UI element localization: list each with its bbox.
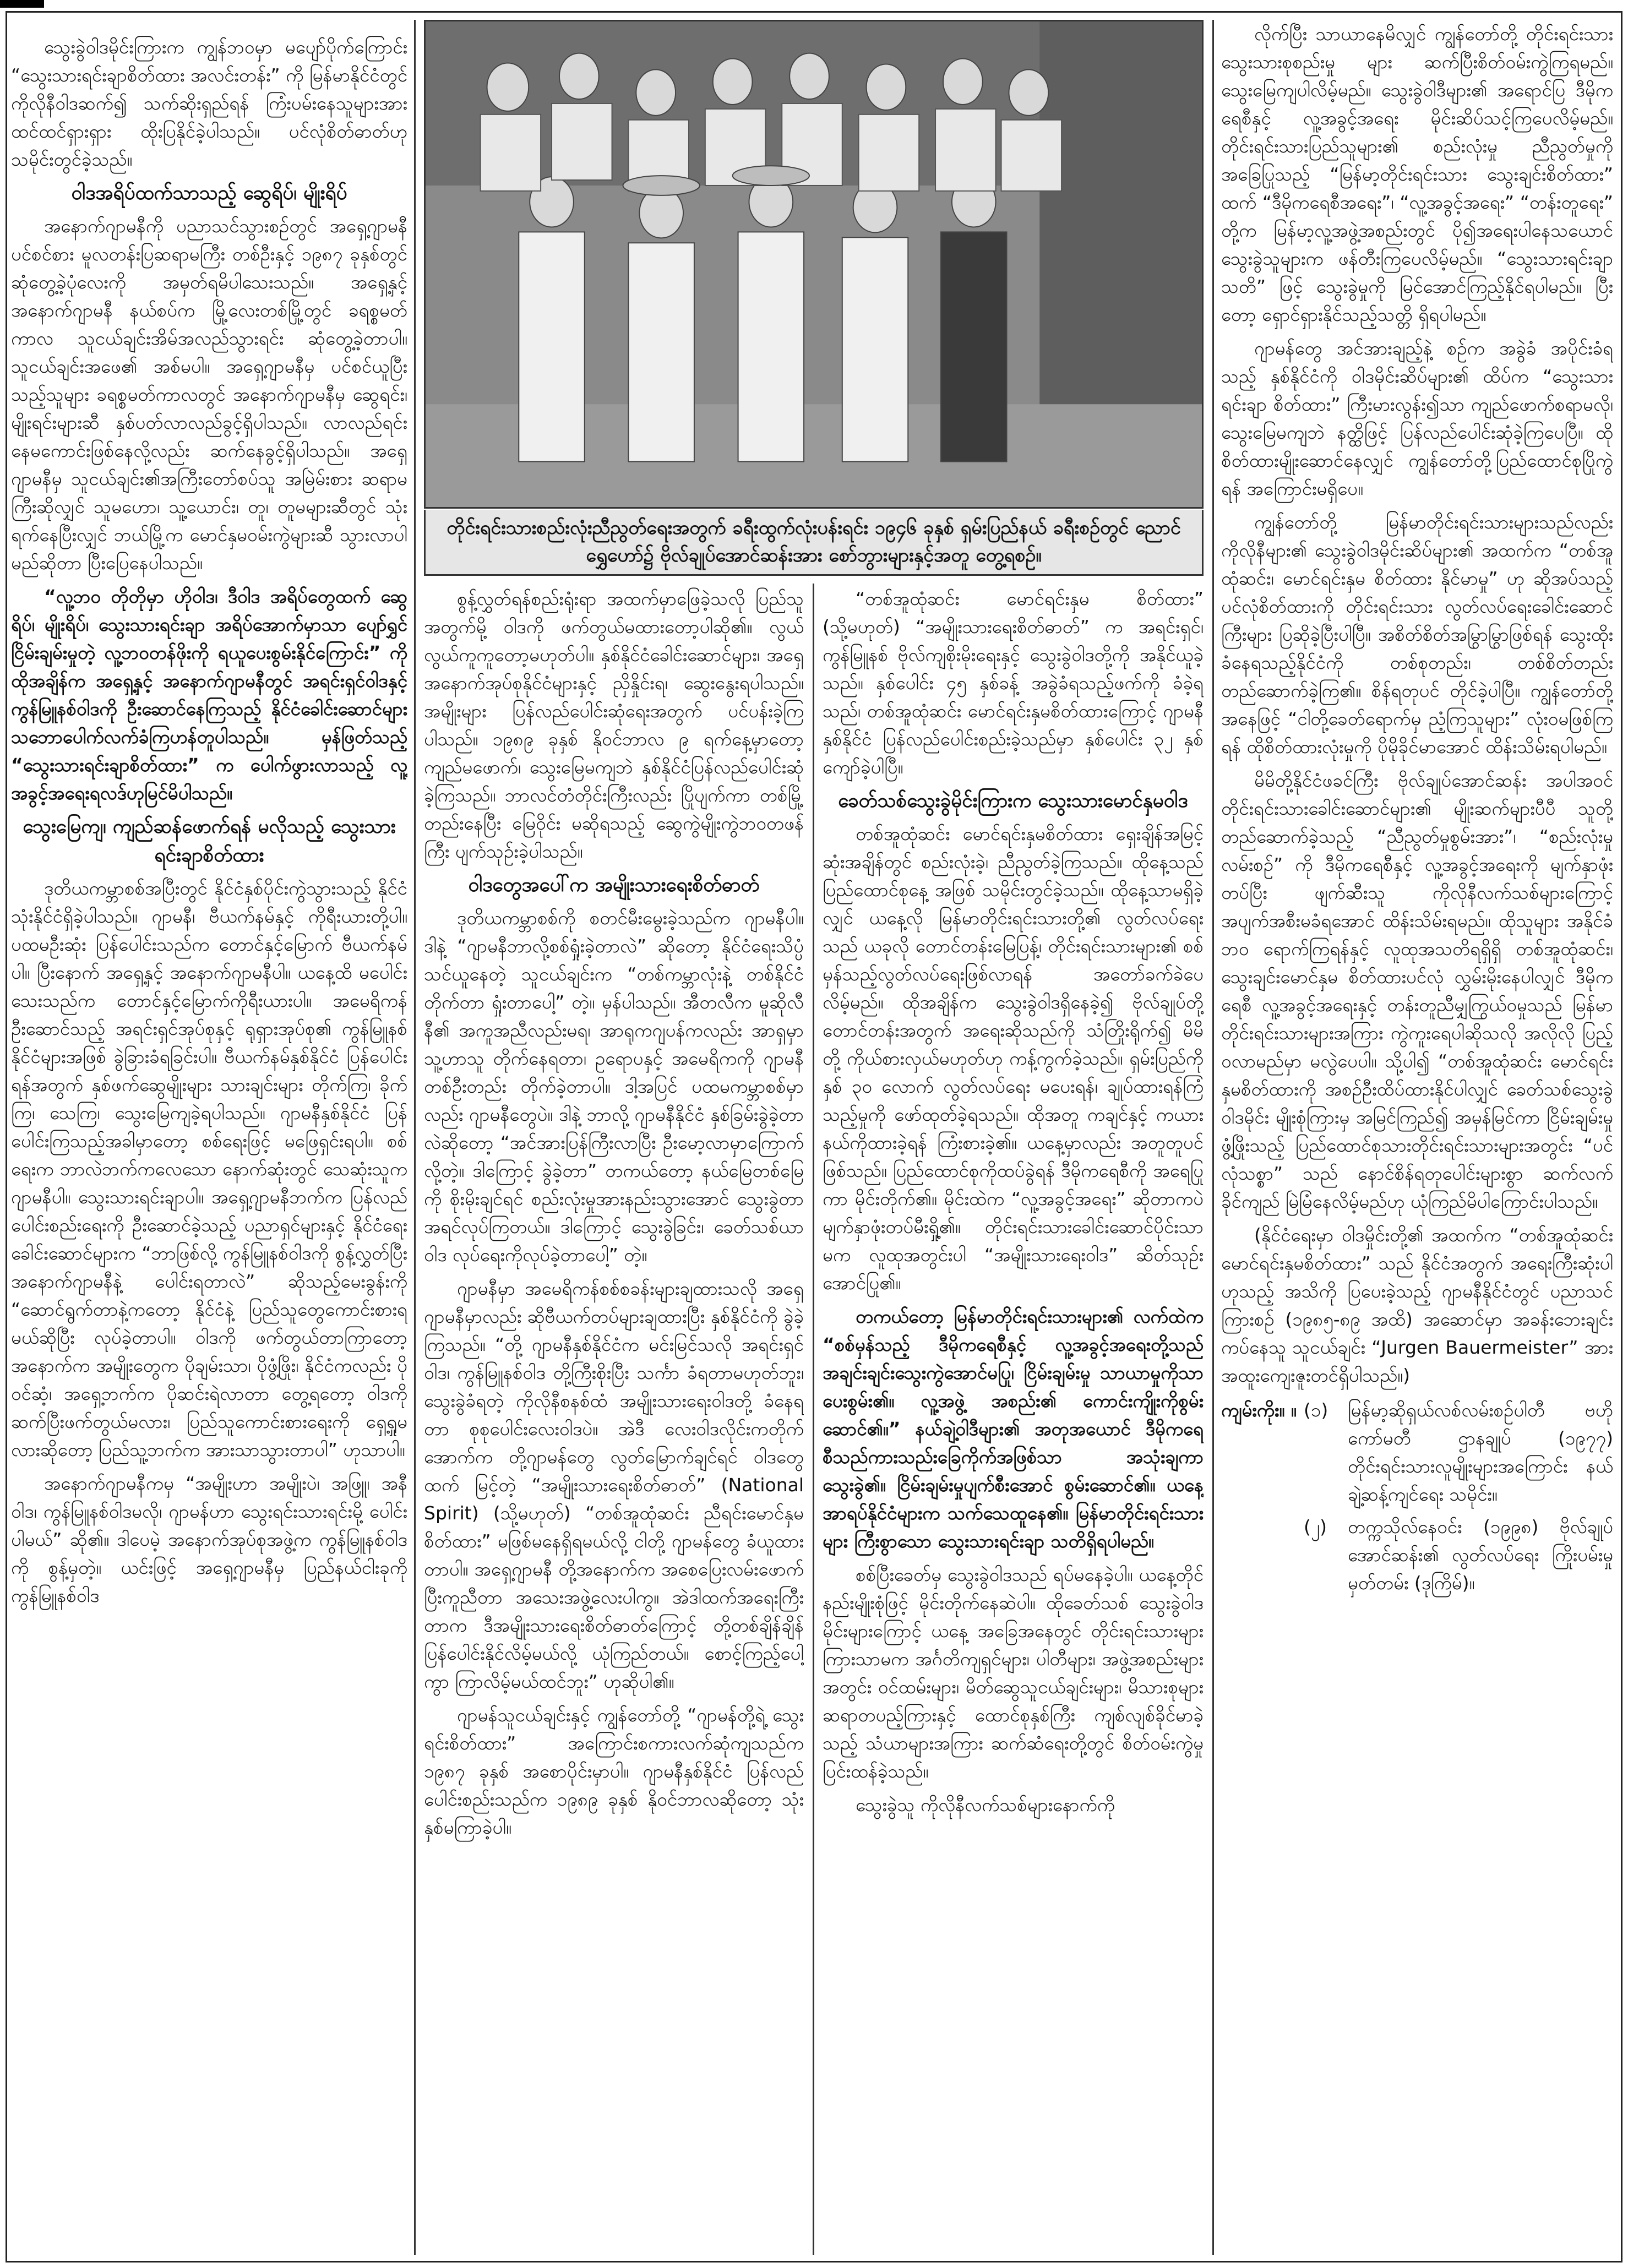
- col4-paragraph-2: ဂျာမန်တွေ အင်အားချည့်နဲ့ စဉ်က အခွဲခံ အပိုင်းခံရသည့် နှစ်နိုင်ငံကို ဝါဒမိုင်းဆိပ်များ၏ ထိပ်က “သွေးသားရင်းချာ စိတ်ထား” ကြီးမားလွန်း၍သာ ကျည်ဖောက်စရာမလို၊ သွေးမြေမကျဘဲ နတ္ထိဖြင့် ပြန်လည်ပေါင်းဆုံခဲ့ကြပေပြီ။ ထိုစိတ်ထားမျိုးဆောင်နေလျှင် ကျွန်တော်တို့ပြည်ထောင်စုပြိုကွဲရန် အကြောင်းမရှိပေ။: [1221, 337, 1613, 499]
- col1-paragraph-1: သွေးခွဲဝါဒမိုင်းကြားက ကျွန်ဘဝမှာ မပျော်ပိုက်ကြောင်း “သွေးသားရင်းချာစိတ်ထား အလင်းတန်း” ကို မြန်မာနိုင်ငံတွင် ကိုလိုနီဝါဒဆက်၍ သက်ဆိုးရှည်ရန် ကြံးပမ်းနေသူများအား ထင်ထင်ရှားရှား ထိုးပြနိုင်ခဲ့ပါသည်။ ပင်လုံစိတ်ဓာတ်ဟု သမိုင်းတွင်ခဲ့သည်။: [11, 36, 407, 170]
- col3-paragraph-4: စစ်ပြီးခေတ်မှ သွေးခွဲဝါဒသည် ရပ်မနေခဲ့ပါ။ ယနေ့တိုင်နည်းမျိုးစုံဖြင့် မိုင်းတိုက်နေဆဲပါ။ ထိုခေတ်သစ် သွေးခွဲဝါဒမိုင်းများကြောင့် ယနေ့ အခြေအနေတွင် တိုင်းရင်းသားများကြားသာမက အင်္ဂတိကျရှင်များ၊ ပါတီများ၊ အဖွဲ့အစည်းများအတွင်း ဝင်ထမ်းများ၊ မိတ်ဆွေသူငယ်ချင်းများ၊ မိသားစုများ ဆရာတပည့်ကြားနှင့် ထောင်စုနှစ်ကြီး ကျစ်လျစ်ခိုင်မာခဲ့သည့် သံယာများအကြား ဆက်ဆံရေးတို့တွင် စိတ်ဝမ်းကွဲမှု ပြင်းထန်ခဲ့သည်။: [823, 1564, 1204, 1782]
- references-list: [1304, 1396, 1613, 1597]
- column-divider-3: [1212, 20, 1214, 2255]
- column-2: [424, 585, 804, 2251]
- col4-paragraph-5: (နိုင်ငံရေးမှာ ဝါဒမှိုင်းတို့၏ အထက်က “တစ်အူထုံဆင်း မောင်ရင်းနှမစိတ်ထား” သည် နိုင်ငံအတွက် အရေးကြီးဆုံးပါဟုသည့် အသိကို ပြပေးခဲ့သည့် ဂျာမနီနိုင်ငံတွင် ပညာသင်ကြားစဉ် (၁၉၈၅-၈၉ အထိ) အဆောင်မှာ အခန်းဘေးချင်းကပ်နေသူ သူငယ်ချင်း “Jurgen Bauermeister” အား အထူးကျေးဇူးတင်ရှိပါသည်။): [1221, 1224, 1613, 1386]
- col4-paragraph-3: ကျွန်တော်တို့ မြန်မာတိုင်းရင်းသားများသည်လည်း ကိုလိုနီများ၏ သွေးခွဲဝါဒမိုင်းဆိပ်များ၏ အထက်က “တစ်အူထုံဆင်း၊ မောင်ရင်းနှမ စိတ်ထား နိုင်မာမှု” ဟု ဆိုအပ်သည့် ပင်လုံစိတ်ထားကို တိုင်းရင်းသား လွတ်လပ်ရေးခေါင်းဆောင်ကြီးများ ပြဆိုခဲ့ပြီးပါပြီ။ အစိတ်စိတ်အမြွာမြွာဖြစ်ရန် သွေးထိုးခံနေရသည့်နိုင်ငံကို တစ်စုတည်း၊ တစ်စိတ်တည်း တည်ဆောက်ခဲ့ကြ၏။ စိန်ရတုပင် တိုင်ခဲ့ပါပြီ။ ကျွန်တော်တို့အနေဖြင့် “ငါတို့ခေတ်ရောက်မှ ညံ့ကြသူများ” လုံးဝမဖြစ်ကြရန် ထိုစိတ်ထားလုံးမှုကို ပိုမိုခိုင်မာအောင် ထိန်းသိမ်းရပါမည်။: [1221, 511, 1613, 757]
- column-divider-1: [414, 20, 416, 2255]
- col4-paragraph-1: လိုက်ပြီး သာယာနေမိလျှင် ကျွန်တော်တို့ တိုင်းရင်းသားသွေးသားစုစည်းမှု များ ဆက်ပြီးစိတ်ဝမ်းကွဲကြရမည်။ သွေးမြေကျပါလိမ့်မည်။ သွေးခွဲဝါဒီများ၏ အရောင်ပြ ဒီမိုကရေစီနှင့် လူ့အခွင့်အရေး မိုင်းဆိပ်သင့်ကြပေလိမ့်မည်။ တိုင်းရင်းသားပြည်သူများ၏ စည်းလုံးမှု ညီညွတ်မှုကို အခြေပြုသည့် “မြန်မာ့တိုင်းရင်းသား သွေးချင်းစိတ်ထား” ထက် “ဒီမိုကရေစီအရေး”၊ “လူ့အခွင့်အရေး” “တန်းတူရေး” တို့က မြန်မာ့လူ့အဖွဲ့အစည်းတွင် ပို၍အရေးပါနေသယောင် သွေးခွဲသူများက ဖန်တီးကြပေလိမ့်မည်။ “သွေးသားရင်းချာသတိ” ဖြင့် သွေးခွဲမှုကို မြင်အောင်ကြည့်နိုင်ရပါမည်။ ပြီးတော့ ရှောင်ရှားနိုင်သည့်သတ္တိ ရှိရပါမည်။: [1221, 23, 1613, 325]
- col1-heading-1: ဝါဒအရိပ်ထက်သာသည့် ဆွေရိပ်၊ မျိုးရိပ်: [71, 182, 347, 204]
- col3-paragraph-2: တစ်အူထုံဆင်း မောင်ရင်းနှမစိတ်ထား ရှေးချိန်အမြင့်ဆုံးအချိန်တွင် စည်းလုံးခဲ့၊ ညီညွတ်ခဲ့ကြသည်။ ထိုနေ့သည် ပြည်ထောင်စုနေ့ အဖြစ် သမိုင်းတွင်ခဲ့သည်။ ထိုနေ့သာမရှိခဲ့လျှင် ယနေ့လို မြန်မာတိုင်းရင်းသားတို့၏ လွတ်လပ်ရေးသည် ယခုလို တောင်တန်းမြေပြန့်၊ တိုင်းရင်းသားများ၏ စစ်မှန်သည့်လွတ်လပ်ရေးဖြစ်လာရန် အတော်ခက်ခဲပေလိမ့်မည်။ ထိုအချိန်က သွေးခွဲဝါဒရှိနေခဲ့၍ ဗိုလ်ချုပ်တို့ တောင်တန်းအတွက် အရေးဆိုသည်ကို သံတြိုးရိုက်၍ မိမိတို့ ကိုယ်စားလှယ်မဟုတ်ဟု ကန့်ကွက်ခဲ့သည်။ ရှမ်းပြည်ကို နှစ် ၃၀ လောက် လွတ်လပ်ရေး မပေးရန်၊ ချုပ်ထားရန်ကြံသည့်မှုကို ဖော်ထုတ်ခဲ့ရသည်။ ထိုအတူ ကချင်နှင့် ကယားနယ်ကိုထားခဲ့ရန် ကြံးစားခဲ့၏။ ယနေ့မှာလည်း အတူတူပင်ဖြစ်သည်။ ပြည်ထောင်စုကိုထပ်ခွဲရန် ဒီမိုကရေစီကို အရေပြုကာ မိုင်းတိုက်၏။ မိုင်းထဲက “လူ့အခွင့်အရေး” ဆိုတာကပဲ မျက်နှာဖုံးတပ်မီးရှို့၏။ တိုင်းရင်းသားခေါင်းဆောင်ပိုင်းသာမက လူထုအတွင်းပါ “အမျိုးသားရေးဝါဒ” ဆိတ်သုဉ်းအောင်ပြု၏။: [823, 823, 1204, 1294]
- historic-group-photo: [424, 20, 1204, 509]
- column-4: [1221, 20, 1613, 2251]
- reference-text: တက္ကသိုလ်နေဝင်း (၁၉၉၈) ဗိုလ်ချုပ်အောင်ဆန်း၏ လွတ်လပ်ရေး ကြိုးပမ်းမှု မှတ်တမ်း (ဒုကြိမ်)။: [1348, 1516, 1613, 1594]
- photo-illustration: [426, 21, 1202, 507]
- reference-number: (၁): [1304, 1399, 1328, 1421]
- col3-paragraph-1: “တစ်အူထုံဆင်း မောင်ရင်းနှမ စိတ်ထား” (သို့မဟုတ်) “အမျိုးသားရေးစိတ်ဓာတ်” က အရင်းရှင်၊ ကွန်မြူနစ် ဗိုလ်ကျစိုးမိုးရေးနှင့် သွေးခွဲဝါဒတို့ကို အနိုင်ယူခဲ့သည်။ နှစ်ပေါင်း ၄၅ နှစ်ခန့် အခွဲခံရသည့်ဖက်ကို ခံခဲ့ရသည်၊ တစ်အူထုံဆင်း မောင်ရင်းနှမစိတ်ထားကြောင့် ဂျာမနီနှစ်နိုင်ငံ ပြန်လည်ပေါင်းစည်းခဲ့သည်မှာ နှစ်ပေါင်း ၃၂ နှစ် ကျော်ခဲ့ပါပြီ။: [823, 588, 1204, 778]
- column-3: [823, 585, 1204, 2251]
- col2-paragraph-4: ဂျာမန်သူငယ်ချင်းနှင့် ကျွန်တော်တို့ “ဂျာမန်တို့ရဲ့ သွေးရင်းစိတ်ထား” အကြောင်းစကားလက်ဆုံကျသည်က ၁၉၈၇ ခုနှစ် အစောပိုင်းမှာပါ။ ဂျာမနီနှစ်နိုင်ငံ ပြန်လည်ပေါင်းစည်းသည်က ၁၉၈၉ ခုနှစ် နိုဝင်ဘာလဆိုတော့ သုံးနှစ်မကြာခဲ့ပါ။: [424, 1704, 804, 1838]
- references: [1221, 1396, 1613, 1597]
- col4-paragraph-4: မိမိတို့နိုင်ငံဖခင်ကြီး ဗိုလ်ချုပ်အောင်ဆန်း အပါအဝင် တိုင်းရင်းသားခေါင်းဆောင်များ၏ မျိုးဆက်များပီပီ သူတို့တည်ဆောက်ခဲ့သည့် “ညီညွတ်မှုစွမ်းအား”၊ “စည်းလုံးမှုလမ်းစဉ်” ကို ဒီမိုကရေစီနှင့် လူ့အခွင့်အရေးကို မျက်နှာဖုံးတပ်ပြီး ဖျက်ဆီးသူ ကိုလိုနီလက်သစ်များကြောင့် အပျက်အစီးမခံရအောင် ထိန်းသိမ်းရမည်။ ထိုသူများ အနိုင်ခံဘဝ ရောက်ကြရန်နှင့် လူထုအသတိရရှိရှိ တစ်အူထုံဆင်း၊ သွေးချင်းမောင်နှမ စိတ်ထားပင်လုံ လွှမ်းမိုးနေပါလျှင် ဒီမိုကရေစီ လူ့အခွင့်အရေးနှင့် တန်းတူညီမျှကြွယ်ဝမှုသည် မြန်မာတိုင်းရင်းသားများအကြား ကွဲကူးရေပါဆိုသလို အလိုလို ပြည့်ဝလာမည်မှာ မလွဲပေပါ။ သို့ပါ၍ “တစ်အူထုံဆင်း မောင်ရင်းနှမစိတ်ထားကို အစဉ်ဦးထိပ်ထားနိုင်ပါလျှင် ခေတ်သစ်သွေးခွဲဝါဒမိုင်း မျိုးစုံကြားမှ အမြင်ကြည်၍ အမှန်မြင်ကာ ငြိမ်းချမ်းမှုဖွံ့ဖြိုးသည့် ပြည်ထောင်စုသားတိုင်းရင်းသားများအတွင်း “ပင်လုံသစ္စာ” သည် နောင်စိန်ရတုပေါင်းများစွာ ဆက်လက်ခိုင်ကျည် မြဲမြံနေလိမ့်မည်ဟု ယုံကြည်မိပါကြောင်းပါသည်။: [1221, 770, 1613, 1212]
- top-bar-marker: [0, 0, 44, 8]
- col2-paragraph-3: ဂျာမနီမှာ အမေရိကန်စစ်စခန်းများချထားသလို အရှေ့ဂျာမနီမှာလည်း ဆိုဗီယက်တပ်များချထားပြီး နှစ်နိုင်ငံကို ခွဲခဲ့ကြသည်။ “တို့ ဂျာမနီနှစ်နိုင်ငံက မင်းမြင်သလို အရင်းရှင်ဝါဒ၊ ကွန်မြူနစ်ဝါဒ တို့ကြီးစိုးပြီး သင်္ကာ ခံရတာမဟုတ်ဘူး၊ သွေးခွဲခံရတဲ့ ကိုလိုနီစနစ်ထံ အမျိုးသားရေးဝါဒတို့ ခံနေရတာ စုစုပေါင်းလေးဝါဒပဲ။ အဲဒီ လေးဝါဒလိုင်းကတိုက်အောက်က တို့ဂျာမန်တွေ လွတ်မြောက်ချင်ရင် ဝါဒတွေထက် မြင့်တဲ့ “အမျိုးသားရေးစိတ်ဓာတ်” (National Spirit) (သို့မဟုတ်) “တစ်အူထုံဆင်း ညီရင်းမောင်နှမ စိတ်ထား” မဖြစ်မနေရှိရမယ်လို့ ငါတို့ ဂျာမန်တွေ ခံယူထားတာပါ။ အရှေ့ဂျာမနီ တို့အနောက်က အစေပြေးလမ်းဖောက်ပြီးကူညီတာ အသေးအဖွဲ့လေးပါကွ။ အဲဒါထက်အရေးကြီးတာက ဒီအမျိုးသားရေးစိတ်ဓာတ်ကြောင့် တို့တစ်ချိန်ချိန် ပြန်ပေါင်းနိုင်လိမ့်မယ်လို့ ယုံကြည်တယ်။ စောင့်ကြည့်ပေါ့ကွာ ကြာလိမ့်မယ်ထင်ဘူး” ဟုဆိုပါ၏။: [424, 1278, 804, 1692]
- col3-paragraph-3: တကယ်တော့ မြန်မာတိုင်းရင်းသားများ၏ လက်ထဲက “စစ်မှန်သည့် ဒီမိုကရေစီနှင့် လူ့အခွင့်အရေးတို့သည် အချင်းချင်းသွေးကွဲအောင်မပြု၊ ငြိမ်းချမ်းမှု သာယာမှုကိုသာပေးစွမ်း၏။ လူ့အဖွဲ့ အစည်း၏ ကောင်းကျိုးကိုစွမ်းဆောင်၏။” နယ်ချဲ့ဝါဒီများ၏ အတုအယောင် ဒီမိုကရေစီသည်ကားသည်းခြေကိုက်အဖြစ်သာ အသုံးချကာ သွေးခွဲ၏။ ငြိမ်းချမ်းမှုပျက်စီးအောင် စွမ်းဆောင်၏။ ယနေ့ အာရပ်နိုင်ငံများက သက်သေထူနေ၏။ မြန်မာတိုင်းရင်းသားများ ကြီးစွာသော သွေးသားရင်းချာ သတိရှိရပါမည်။: [823, 1306, 1204, 1552]
- references-block: [1221, 1396, 1613, 1597]
- column-1: [11, 33, 407, 2251]
- col2-paragraph-1: စွန့်လွှတ်ရန်စည်းရုံးရာ အထက်မှာဖြေခဲ့သလို ပြည်သူအတွက်မို့ ဝါဒကို ဖက်တွယ်မထားတော့ပါဆို၏။ လွယ်လွယ်ကူကူတော့မဟုတ်ပါ။ နှစ်နိုင်ငံခေါင်းဆောင်များ၊ အရှေ့ အနောက်အုပ်စုနိုင်ငံများနှင့် ညှိနှိုင်းရ၊ ဆွေးနွေးရပါသည်။ အမျိုးများ ပြန်လည်ပေါင်းဆုံရေးအတွက် ပင်ပန်းခဲ့ကြပါသည်။ ၁၉၈၉ ခုနှစ် နိုဝင်ဘာလ ၉ ရက်နေ့မှာတော့ ကျည်မဖောက်၊ သွေးမြေမကျဘဲ နှစ်နိုင်ငံပြန်လည်ပေါင်းဆုံခဲ့ကြသည်။ ဘာလင်တံတိုင်းကြီးလည်း ပြိုပျက်ကာ တစ်မြို့တည်းနေပြီး မြေဝိုင်း မဆိုရသည့် ဆွေကွဲမျိုးကွဲဘဝတဖန်ကြီး ပျက်သုဉ်းခဲ့ပါသည်။: [424, 588, 804, 862]
- col1-paragraph-4: ဒုတိယကမ္ဘာစစ်အပြီးတွင် နိုင်ငံနှစ်ပိုင်းကွဲသွားသည့် နိုင်ငံသုံးနိုင်ငံရှိခဲ့ပါသည်။ ဂျာမနီ၊ ဗီယက်နမ်နှင့် ကိုရီးယားတို့ပါ။ ပထမဦးဆုံး ပြန်ပေါင်းသည်က တောင်နှင့်မြောက် ဗီယက်နမ်ပါ။ ပြီးနောက် အရှေ့နှင့် အနောက်ဂျာမနီပါ။ ယနေ့ထိ မပေါင်းသေးသည်က တောင်နှင့်မြောက်ကိုရီးယားပါ။ အမေရိကန်ဦးဆောင်သည့် အရင်းရှင်အုပ်စုနှင့် ရုရှားအုပ်စု၏ ကွန်မြူနစ်နိုင်ငံများအဖြစ် ခွဲခြားခံရခြင်းပါ။ ဗီယက်နမ်နှစ်နိုင်ငံ ပြန်ပေါင်းရန်အတွက် နှစ်ဖက်ဆွေမျိုးများ သားချင်းများ တိုက်ကြ၊ ခိုက်ကြ၊ သေကြ၊ သွေးမြေကျခဲ့ရပါသည်။ ဂျာမနီနှစ်နိုင်ငံ ပြန်ပေါင်းကြသည့်အခါမှာတော့ စစ်ရေးဖြင့် မဖြေရှင်းရပါ။ စစ်ရေးက ဘာလဲဘက်ကလေသော နောက်ဆုံးတွင် သေဆုံးသူက ဂျာမနီပါ။ သွေးသားရင်းချာပါ။ အရှေ့ဂျာမနီဘက်က ပြန်လည်ပေါင်းစည်းရေးကို ဦးဆောင်ခဲ့သည့် ပညာရှင်များနှင့် နိုင်ငံရေးခေါင်းဆောင်များက “ဘာဖြစ်လို့ ကွန်မြူနစ်ဝါဒကို စွန့်လွှတ်ပြီး အနောက်ဂျာမနီနဲ့ ပေါင်းရတာလဲ” ဆိုသည့်မေးခွန်းကို “ဆောင်ရွက်တာနဲ့ကတော့ နိုင်ငံနဲ့ ပြည်သူတွေကောင်းစားရမယ်ဆိုပြီး လုပ်ခဲ့တာပါ။ ဝါဒကို ဖက်တွယ်တာကြာတော့ အနောက်က အမျိုးတွေက ပိုချမ်းသာ၊ ပိုဖွံ့ဖြိုး၊ နိုင်ငံကလည်း ပိုဝင်ဆံ့၊ အရှေ့ဘက်က ပိုဆင်းရဲလာတာ တွေ့ရတော့ ဝါဒကိုဆက်ပြီးဖက်တွယ်မလား၊ ပြည်သူကောင်းစားရေးကို ရှေ့ရှုမလားဆိုတော့ ပြည်သူ့ဘက်က အားသာသွားတာပါ” ဟုသာပါ။: [11, 877, 407, 1460]
- col1-heading-2: သွေးမြေကျ၊ ကျည်ဆန်ဖောက်ရန် မလိုသည့် သွေးသားရင်းချာစိတ်ထား: [23, 816, 396, 866]
- col2-paragraph-2: ဒုတိယကမ္ဘာစစ်ကို စတင်မီးမွေးခဲ့သည်က ဂျာမနီပါ။ ဒါနဲ့ “ဂျာမနီဘာလို့စစ်ရှုံးခဲ့တာလဲ” ဆိုတော့ နိုင်ငံရေးသိပ္ပံသင်ယူနေတဲ့ သူငယ်ချင်းက “တစ်ကမ္ဘာလုံးနဲ့ တစ်နိုင်ငံတိုက်တာ ရှုံးတာပေါ့” တဲ့။ မှန်ပါသည်။ အီတလီက မူဆိုလီနီ၏ အကူအညီလည်းမရ၊ အာရုကဂျပန်ကလည်း အာရှမှာ သူ့ဟာသူ တိုက်နေရတာ၊ ဥရောပနှင့် အမေရိကကို ဂျာမနီ တစ်ဦးတည်း တိုက်ခဲ့တာပါ။ ဒါ့အပြင် ပထမကမ္ဘာစစ်မှာလည်း ဂျာမနီတွေပဲ။ ဒါနဲ့ ဘာလို့ ဂျာမနီနိုင်ငံ နှစ်ခြမ်းခွဲခဲ့တာလဲဆိုတော့ “အင်အားပြန်ကြီးလာပြီး ဦးမော့လာမှာကြောက်လို့တဲ့။ ဒါကြောင့် ခွဲခဲ့တာ” တကယ်တော့ နယ်မြေတစ်မြေကို စိုးမိုးချင်ရင် စည်းလုံးမှုအားနည်းသွားအောင် သွေးခွဲတာအရင်လုပ်ကြတယ်။ ဒါကြောင့် သွေးခွဲခြင်း၊ ခေတ်သစ်ယာဝါဒ လုပ်ရေးကိုလုပ်ခဲ့တာပေါ့” တဲ့။: [424, 907, 804, 1266]
- col3-paragraph-5: သွေးခွဲသူ ကိုလိုနီလက်သစ်များနောက်ကို: [856, 1794, 1115, 1816]
- col1-paragraph-2: အနောက်ဂျာမနီကို ပညာသင်သွားစဉ်တွင် အရှေ့ဂျာမနီ ပင်စင်စား မူလတန်းပြဆရာမကြီး တစ်ဦးနှင့် ၁၉၈၇ ခုနှစ်တွင် ဆုံတွေ့ခဲ့ပုံလေးကို အမှတ်ရမိပါသေးသည်။ အရှေ့နှင့် အနောက်ဂျာမနီ နယ်စပ်က မြို့လေးတစ်မြို့တွင် ခရစ္စမတ်ကာလ သူငယ်ချင်းအိမ်အလည်သွားရင်း ဆုံတွေ့ခဲ့တာပါ။ သူငယ်ချင်းအဖေ၏ အစ်မပါ။ အရှေ့ဂျာမနီမှ ပင်စင်ယူပြီးသည့်သူများ ခရစ္စမတ်ကာလတွင် အနောက်ဂျာမနီမှ ဆွေရင်း၊ မျိုးရင်းများဆီ နှစ်ပတ်လာလည်ခွင့်ရှိပါသည်။ လာလည်ရင်း နေမကောင်းဖြစ်နေလို့လည်း ဆက်နေခွင့်ရှိပါသည်။ အရှေ့ဂျာမနီမှ သူငယ်ချင်း၏အကြီးတော်စပ်သူ အမြဲမ်းစား ဆရာမကြီးဆိုလျှင် သူမဟော၊ သူ့ယောင်း၊ တူ၊ တူမများဆီတွင် သုံးရက်နေပြီးလျှင် ဘယ်မြို့က မောင်နှမဝမ်းကွဲများဆီ သွားလာပါမည်ဆိုတာ ပြီးပြေနေပါသည်။: [11, 215, 407, 574]
- col2-heading-1: ဝါဒတွေအပေါ်က အမျိုးသားရေးစိတ်ဓာတ်: [468, 874, 760, 896]
- col1-paragraph-5: အနောက်ဂျာမနီကမှ “အမျိုးဟာ အမျိုးပဲ၊ အဖြူ၊ အနီဝါဒ၊ ကွန်မြူနစ်ဝါဒမလို၊ ဂျာမန်ဟာ သွေးရင်းသားရင်းမို့ ပေါင်းပါမယ်” ဆို၏။ ဒါပေမဲ့ အနောက်အုပ်စုအဖွဲ့က ကွန်မြူနစ်ဝါဒကို စွန့်မှတဲ့။ ယင်းဖြင့် အရှေ့ဂျာမနီမှ ပြည်နယ်ငါးခုကို ကွန်မြူနစ်ဝါဒ: [11, 1473, 407, 1606]
- reference-number: (၂): [1304, 1516, 1327, 1538]
- column-divider-2: [813, 584, 814, 2255]
- reference-item: [1304, 1513, 1613, 1597]
- references-label: ကျမ်းကိုး။ ။: [1221, 1399, 1297, 1421]
- col3-heading-1: ခေတ်သစ်သွေးခွဲမိုင်းကြားက သွေးသားမောင်နှမဝါဒ: [838, 790, 1188, 812]
- reference-text: မြန်မာ့ဆိုရှယ်လစ်လမ်းစဉ်ပါတီ ဗဟိုကော်မတီ ဌာနချုပ် (၁၉၇၇) တိုင်းရင်းသားလူမျိုးများအကြောင်း နယ်ချဲ့ဆန့်ကျင်ရေး သမိုင်း။: [1348, 1399, 1613, 1505]
- reference-item: [1304, 1396, 1613, 1508]
- col1-paragraph-3: “လူ့ဘ၀ တိုတိုမှာ ဟိုဝါဒ၊ ဒီဝါဒ အရိပ်တွေထက် ဆွေရိပ်၊ မျိုးရိပ်၊ သွေးသားရင်းချာ အရိပ်အောက်မှာသာ ပျော်ရွှင်ငြိမ်းချမ်းမှုတဲ့ လူ့ဘဝတန်ဖိုးကို ရယူပေးစွမ်းနိုင်ကြောင်း” ကို ထိုအချိန်က အရှေ့နှင့် အနောက်ဂျာမနီတွင် အရင်းရှင်ဝါဒနှင့် ကွန်မြူနစ်ဝါဒကို ဦးဆောင်နေကြသည့် နိုင်ငံခေါင်းဆောင်များ သဘောပေါက်လက်ခံကြဟန်တူပါသည်။ မှန်ဖြတ်သည့် “သွေးသားရင်းချာစိတ်ထား” က ပေါက်ဖွားလာသည့် လူ့အခွင့်အရေးရလဒ်ဟုမြင်မိပါသည်။: [11, 586, 407, 804]
- photo-caption: တိုင်းရင်းသားစည်းလုံးညီညွတ်ရေးအတွက် ခရီးထွက်လုံးပန်းရင်း ၁၉၄၆ ခုနှစ် ရှမ်းပြည်နယ် ခရီးစဉ်တွင် ညောင်ရွှေဟော်၌ ဗိုလ်ချုပ်အောင်ဆန်းအား စော်ဘွားများနှင့်အတူ တွေ့ရစဉ်။: [424, 510, 1204, 576]
